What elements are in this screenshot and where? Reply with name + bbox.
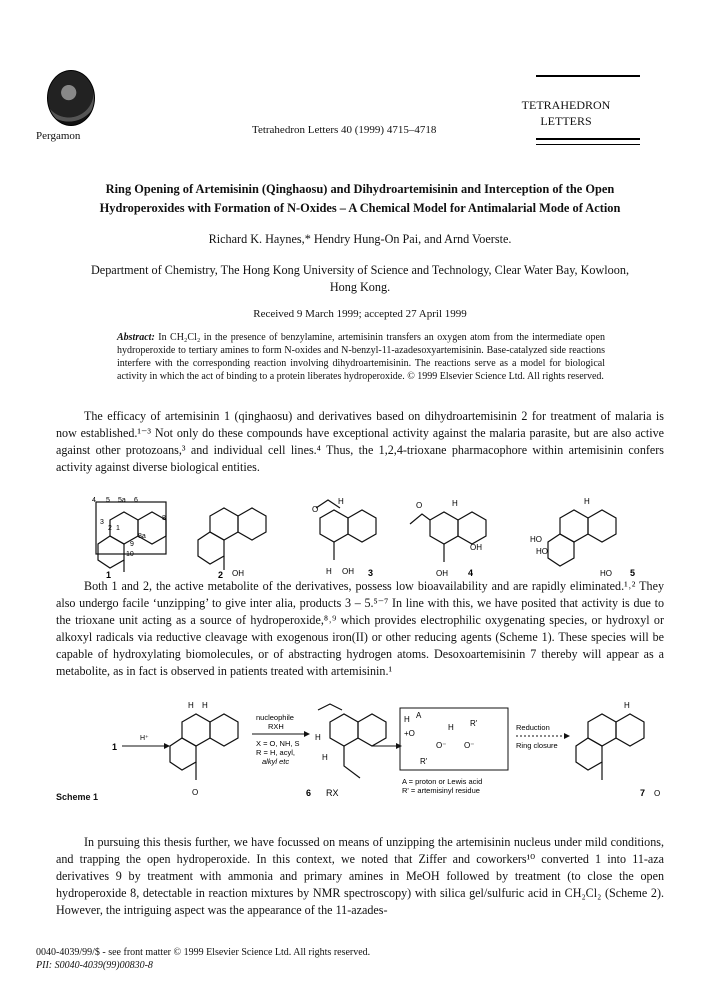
scheme-o-1: O — [192, 788, 199, 797]
scheme-compound-6: 6 — [306, 788, 312, 798]
compound-5-h: H — [584, 497, 590, 506]
label-c4: 4 — [92, 497, 96, 504]
scheme-6-h2: H — [322, 753, 328, 762]
scheme-box-h: H — [404, 715, 410, 724]
footer-pii: PII: S0040-4039(99)00830-8 — [36, 960, 153, 971]
compound-5-ho: HO — [530, 535, 542, 544]
label-c8: 8 — [162, 515, 166, 522]
journal-citation: Tetrahedron Letters 40 (1999) 4715–4718 — [252, 124, 437, 136]
affiliation-line1: Department of Chemistry, The Hong Kong University of Science and Technology, Clear Water Bay, Kowloon, — [90, 263, 629, 277]
compound-number-5: 5 — [630, 568, 636, 578]
scheme-compound-7: 7 — [640, 788, 646, 798]
compound-number-4: 4 — [468, 568, 474, 578]
scheme-1-figure — [60, 700, 680, 800]
scheme-reagent-2: RXH — [268, 722, 284, 731]
compound-3-oh: OH — [342, 567, 354, 576]
scheme-intermediate-6 — [318, 704, 386, 778]
compound-2-oh: OH — [232, 569, 244, 578]
paragraph-1: The efficacy of artemisinin 1 (qinghaosu) and derivatives based on dihydroartemisinin 2 for treatment of malaria is now established.¹⁻³ Not only do these compounds have exceptional activity against the malaria parasite, but are also active against other protozoans,³ and individual cell lines.⁴ Thus, the 1,2,4-trioxane pharmacophore within artemisinin confers activity against diverse biological entities. — [56, 409, 664, 474]
abstract-label: Abstract: — [117, 332, 155, 343]
scheme-arrow-1-head — [164, 743, 170, 749]
label-c6: 6 — [134, 497, 138, 504]
scheme-1-label: Scheme 1 — [56, 792, 99, 802]
compound-5-ho2: HO — [536, 547, 548, 556]
compound-number-1: 1 — [106, 570, 112, 580]
scheme-arrow-2-head — [304, 731, 310, 737]
scheme-cond-2: R = H, acyl, — [256, 748, 295, 757]
scheme-h-2: H — [202, 701, 208, 710]
compound-number-2: 2 — [218, 570, 224, 580]
affiliation-line2: Hong Kong. — [329, 280, 391, 294]
compound-3-h: H — [338, 497, 344, 506]
received-dates: Received 9 March 1999; accepted 27 April 1999 — [253, 308, 467, 320]
scheme-box-rprime2: R' — [420, 757, 428, 766]
label-c5a: 5a — [118, 497, 126, 504]
compound-4-h: H — [452, 499, 458, 508]
scheme-7-o: O — [654, 789, 661, 798]
header-rule-top — [536, 75, 640, 77]
publisher-logo — [47, 70, 95, 126]
scheme-arrow-4-head — [564, 733, 570, 739]
scheme-box-a: A — [416, 711, 422, 720]
scheme-box-ominus: O⁻ — [436, 741, 447, 750]
abstract — [117, 331, 605, 383]
scheme-arrow-3-head — [396, 743, 402, 749]
label-c5: 5 — [106, 497, 110, 504]
compound-4-oh2: OH — [436, 569, 448, 578]
footer — [36, 946, 370, 972]
compound-1-structure — [96, 502, 166, 572]
journal-name-line2: LETTERS — [540, 114, 592, 128]
scheme-cond-1: X = O, NH, S — [256, 739, 300, 748]
label-c1: 1 — [116, 525, 120, 532]
title-line2: Hydroperoxides with Formation of N-Oxides – A Chemical Model for Antimalarial Mode of Action — [99, 201, 621, 215]
scheme-6-h: H — [315, 733, 321, 742]
label-c8a: 8a — [138, 533, 146, 540]
paragraph-2: Both 1 and 2, the active metabolite of the derivatives, possess low bioavailability and are rapidly eliminated.¹˒² They also undergo facile ‘unzipping’ to give inter alia, products 3 – 5.⁵⁻⁷ In line with this, we have posited that activity is due to the trioxane unit acting as a source of hydroperoxide,⁸˒⁹ which provides electrophilic oxygenating species, or hydroxyl or alkoxyl radicals via reductive cleavage with exogenous iron(II) or other reducing agents (Scheme 1). These species will be capable of hydroxylating biomolecules, or of abstracting hydrogen atoms. Desoxoartemisinin 7 thereby will appear as a metabolite, as in fact is observed in patients treated with artemisinin.¹ — [56, 579, 664, 678]
compound-4-oh: OH — [470, 543, 482, 552]
scheme-reagent-1: nucleophile — [256, 713, 294, 722]
scheme-product-7 — [576, 714, 644, 780]
compound-number-3: 3 — [368, 568, 374, 578]
paragraph-3: In pursuing this thesis further, we have focussed on means of unzipping the artemisinin nucleus under mild conditions, and trapping the open hydroperoxide. In this context, we noted that Ziffer and coworkers¹⁰ converted 1 into 11-aza derivatives 9 by treatment with ammonia and primary amines in MeOH followed by treatment (to close the open hydroperoxide 8, detectable in reaction mixtures by NMR spectroscopy) with silica gel/sulfuric acid in CH₂Cl₂ (Scheme 2). However, the intriguing aspect was the appearance of the 11-azades- — [56, 835, 664, 917]
label-c9: 9 — [130, 541, 134, 548]
abstract-text: In CH₂Cl₂ in the presence of benzylamine, artemisinin transfers an oxygen atom from the intermediate open hydroperoxide to tertiary amines to form N-oxides and N-benzyl-11-azadesoxyartemisinin. Base-catalyzed side reactions interfere with the corresponding reaction involving dihydroartemisinin. The reactions serve as a model for biological activity in which the act of binding to a protein liberates hydroperoxide. © 1999 Elsevier Science Ltd. All rights reserved. — [117, 332, 605, 382]
footer-copyright: 0040-4039/99/$ - see front matter © 1999 Elsevier Science Ltd. All rights reserved. — [36, 947, 371, 958]
scheme-7-h: H — [624, 701, 630, 710]
publisher-name: Pergamon — [36, 130, 81, 142]
header-rule-bottom — [536, 138, 640, 140]
journal-name — [491, 97, 641, 129]
article-title — [60, 180, 660, 218]
compound-5-structure — [548, 510, 616, 566]
scheme-r-definition: R' = artemisinyl residue — [402, 786, 480, 795]
compound-3-h2: H — [326, 567, 332, 576]
scheme-protonated-artemisinin — [170, 714, 238, 780]
scheme-start-compound: 1 — [112, 742, 118, 752]
scheme-box-h2: H — [448, 723, 454, 732]
label-c2: 2 — [108, 525, 112, 532]
compound-5-ho3: HO — [600, 569, 612, 578]
affiliation — [60, 262, 660, 296]
compound-3-o: O — [312, 505, 319, 514]
scheme-a-definition: A = proton or Lewis acid — [402, 777, 483, 786]
scheme-cond-3: alkyl etc — [262, 757, 290, 766]
title-line1: Ring Opening of Artemisinin (Qinghaosu) and Dihydroartemisinin and Interception of the Open — [105, 182, 615, 196]
label-c3: 3 — [100, 519, 104, 526]
compound-4-o: O — [416, 501, 423, 510]
authors: Richard K. Haynes,* Hendry Hung-On Pai, and Arnd Voerste. — [208, 232, 512, 246]
compound-3-structure — [316, 500, 376, 560]
header-rule-bottom2 — [536, 144, 640, 145]
scheme-box-oplus: +O — [404, 729, 415, 738]
compound-2-structure — [198, 508, 266, 570]
scheme-h-1: H — [188, 701, 194, 710]
scheme-box-ominus2: O⁻ — [464, 741, 475, 750]
scheme-ring-closure: Ring closure — [516, 741, 558, 750]
scheme-hplus: H⁺ — [140, 735, 149, 742]
structures-figure — [90, 490, 650, 580]
scheme-rx: RX — [326, 788, 339, 798]
compound-4-structure — [410, 512, 486, 562]
journal-name-line1: TETRAHEDRON — [521, 98, 611, 112]
scheme-box-rprime: R' — [470, 719, 478, 728]
label-c10: 10 — [126, 551, 134, 558]
scheme-reduction: Reduction — [516, 723, 550, 732]
